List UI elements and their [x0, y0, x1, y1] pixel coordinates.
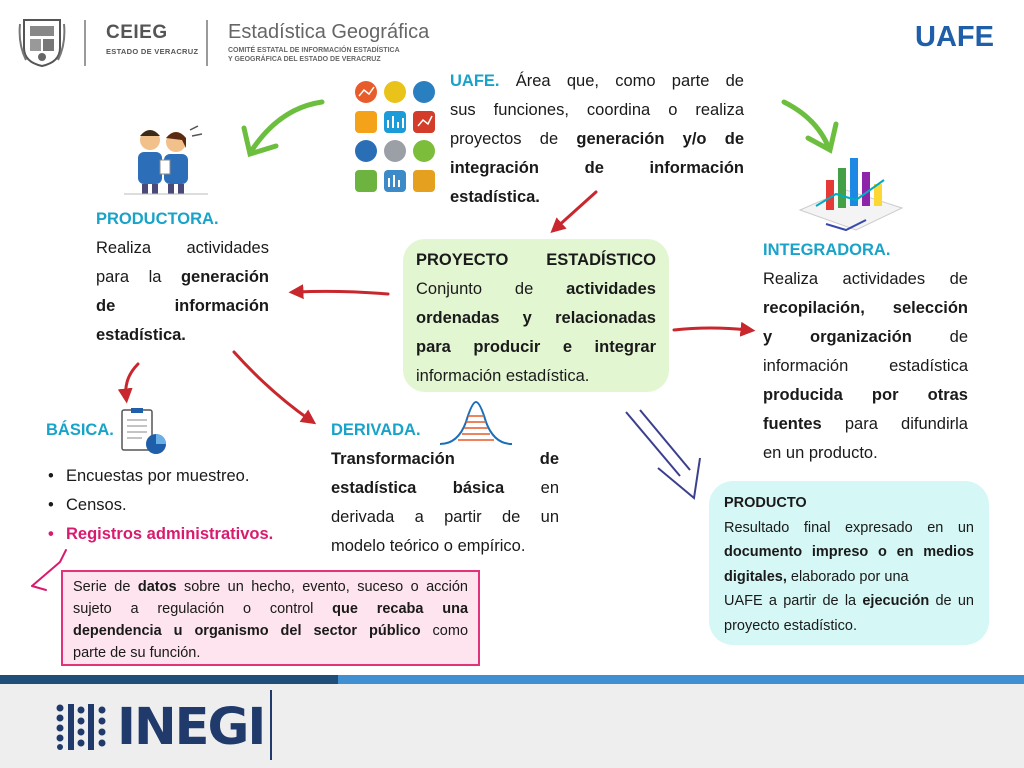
page-title: UAFE: [915, 21, 994, 53]
ceieg-title: CEIEG: [106, 22, 168, 43]
productora-definition: PRODUCTORA. Realiza actividades para la generación de información estadística.: [96, 210, 269, 344]
derivada-definition: DERIVADA. Transformación de estadística básica en derivada a partir de un modelo teórico o empírico.: [331, 421, 559, 555]
integradora-definition: INTEGRADORA. Realiza actividades de recopilación, selección y organización de información estadística producida por otras fuentes para difundirla en un producto.: [763, 241, 968, 462]
footer-divider: [270, 690, 272, 760]
green-arrow-right-icon: [784, 102, 836, 150]
footer-bar: [338, 675, 1024, 684]
ceieg-subtitle: ESTADO DE VERACRUZ: [106, 47, 199, 56]
navy-arrow-icon: [626, 410, 700, 498]
red-arrow-icon: [126, 192, 748, 420]
list-item: • Censos.: [46, 491, 316, 520]
inegi-logo-text: INEGI: [117, 698, 265, 757]
inegi-dots-icon: [56, 704, 114, 750]
geo-title: Estadística Geográfica: [228, 21, 430, 43]
producto-box: PRODUCTO Resultado final expresado en un documento impreso o en medios digitales, elaborado por una UAFE a partir de la ejecución de un proyecto estadístico.: [709, 481, 989, 645]
registros-definition-box: Serie de datos sobre un hecho, evento, suceso o acción sujeto a regulación o control que recaba una dependencia u organismo del sector público como parte de su función.: [61, 570, 480, 666]
pink-pointer-line: [32, 550, 66, 590]
proyecto-estadistico-box: PROYECTO ESTADÍSTICO Conjunto de actividades ordenadas y relacionadas para producir e integrar información estadística.: [403, 239, 669, 392]
footer-bar: [0, 675, 338, 684]
list-item: • Registros administrativos.: [46, 520, 316, 549]
geo-subtitle: COMITÉ ESTATAL DE INFORMACIÓN ESTADÍSTICA Y GEOGRÁFICA DEL ESTADO DE VERACRUZ: [228, 47, 400, 63]
list-item: • Encuestas por muestreo.: [46, 462, 316, 491]
green-arrow-left-icon: [244, 102, 322, 154]
basica-title: BÁSICA.: [46, 421, 114, 439]
uafe-definition: UAFE. Área que, como parte de sus funciones, coordina o realiza proyectos de generación y/o de integración de información estadística.: [450, 72, 744, 206]
